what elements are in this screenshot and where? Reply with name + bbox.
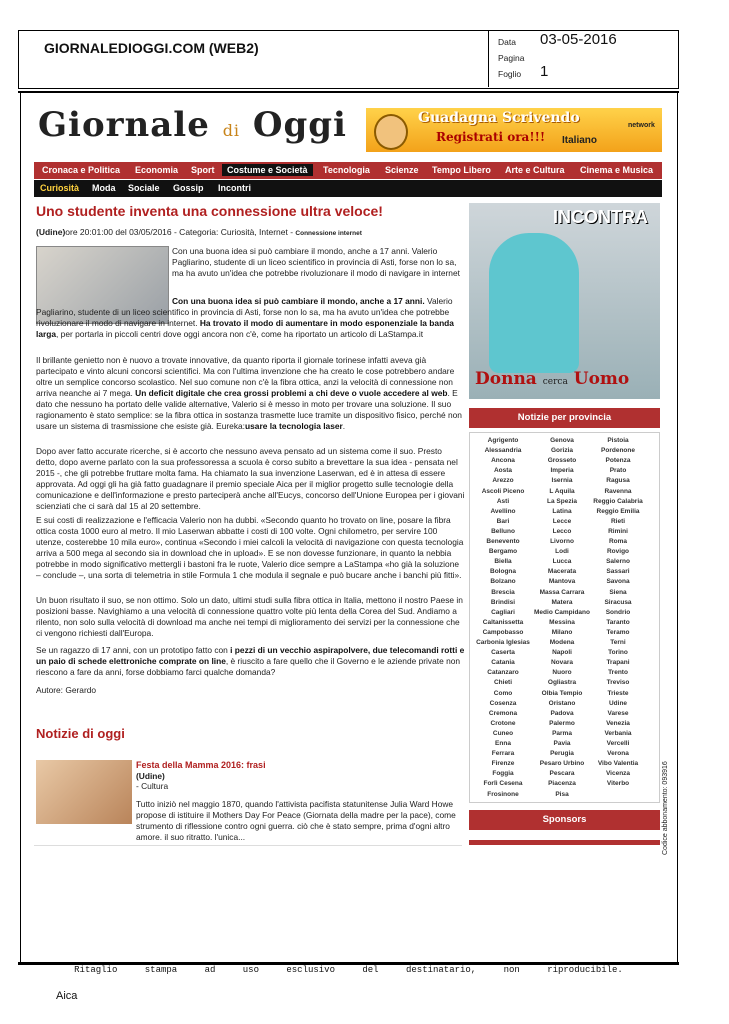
ad-brand <box>475 369 629 389</box>
province-link[interactable]: Perugia <box>550 750 574 758</box>
client-name: Aica <box>56 990 78 1002</box>
nav-item-gossip[interactable]: Gossip <box>173 183 204 193</box>
province-link[interactable]: Mantova <box>548 578 576 586</box>
province-link[interactable]: Cosenza <box>489 699 517 707</box>
nav-item-arte[interactable]: Arte e Cultura <box>505 165 565 175</box>
province-link[interactable]: Grosseto <box>547 457 577 465</box>
province-link[interactable]: Ascoli Piceno <box>481 487 525 495</box>
frame-top-rule <box>18 91 679 93</box>
p7-bold: i pezzi di un vecchio aspirapolvere, due telecomandi rotti e un paio di schede elettroniche comprate on line <box>36 645 465 666</box>
province-link[interactable]: Siena <box>609 588 627 596</box>
province-link[interactable]: Sondrio <box>605 608 631 616</box>
byline-rest: ore 20:01:00 del 03/05/2016 - Categoria: Curiosità, Internet - <box>65 227 296 237</box>
province-link[interactable]: Verona <box>607 750 629 758</box>
notizie-item-place: (Udine) <box>136 771 165 781</box>
data-value: 03-05-2016 <box>540 31 617 48</box>
province-link[interactable]: Asti <box>496 497 510 505</box>
notizie-item-cat: - Cultura <box>136 781 169 791</box>
province-link[interactable]: Brescia <box>491 588 515 596</box>
province-link[interactable]: Napoli <box>552 649 572 657</box>
province-link[interactable]: Pordenone <box>601 447 635 455</box>
nav-item-curiosita[interactable]: Curiosità <box>40 183 80 193</box>
province-link[interactable]: Ferrara <box>491 750 515 758</box>
province-link[interactable]: Pavia <box>553 740 571 747</box>
province-link[interactable]: Lecco <box>552 527 572 535</box>
frame-right-rule <box>677 91 678 965</box>
incontra-ad[interactable] <box>469 203 660 399</box>
province-link[interactable]: Pesaro Urbino <box>539 760 585 768</box>
province-link[interactable]: Forlì Cesena <box>483 780 523 788</box>
province-link[interactable]: Vercelli <box>606 740 630 747</box>
banner-line1: Guadagna Scrivendo <box>418 110 580 126</box>
notizie-heading: Notizie di oggi <box>36 726 125 741</box>
province-link[interactable]: Milano <box>551 628 573 636</box>
p2-bold: Con una buona idea si può cambiare il mondo, anche a 17 anni. <box>172 296 425 306</box>
province-link[interactable]: Oristano <box>548 699 576 707</box>
province-link[interactable]: Gorizia <box>550 447 574 455</box>
nav-item-tecnologia[interactable]: Tecnologia <box>323 165 370 175</box>
province-link[interactable]: Ancona <box>491 457 515 465</box>
province-link[interactable]: Parma <box>552 729 572 737</box>
foglio-value: 1 <box>540 63 549 80</box>
nav-item-cronaca[interactable]: Cronaca e Politica <box>42 165 121 175</box>
province-link[interactable]: Modena <box>549 639 575 646</box>
province-link[interactable]: Potenza <box>605 457 631 465</box>
province-link[interactable]: Vicenza <box>605 770 631 778</box>
province-link[interactable]: Siracusa <box>604 598 632 606</box>
ad-brand-uomo: Uomo <box>573 369 630 389</box>
province-link[interactable]: Rovigo <box>606 548 630 556</box>
province-link[interactable]: Como <box>493 689 513 697</box>
province-link[interactable]: Biella <box>494 558 512 566</box>
p2-bold2: Ha trovato il modo di aumentare in modo esponenziale la banda larga <box>36 318 454 339</box>
p2-b: , per portarla in piccoli centri dove oggi ancora non c'è, come ha riportato un articolo di LaStampa.it <box>56 329 424 339</box>
nav-item-tempo-libero[interactable]: Tempo Libero <box>432 165 491 175</box>
province-link[interactable]: Reggio Emilia <box>596 507 640 515</box>
province-link[interactable]: Aosta <box>493 467 513 475</box>
article-paragraph-2 <box>36 296 465 340</box>
data-label: Data <box>498 37 516 47</box>
province-link[interactable]: Caltanissetta <box>482 618 524 626</box>
province-link[interactable]: Macerata <box>547 568 577 576</box>
p2-a: Valerio Pagliarino, studente di un liceo scientifico in provincia di Asti, forse non lo sa, ma ha avuto un'idea che potrebbe rivoluzionare il modo di navigare in internet. <box>36 296 453 328</box>
source-title: GIORNALEDIOGGI.COM (WEB2) <box>44 40 259 56</box>
province-link[interactable]: Torino <box>608 649 628 657</box>
province-link[interactable]: Cuneo <box>492 729 514 737</box>
article-paragraph-4: Dopo aver fatto accurate ricerche, si è accorto che nessuno aveva pensato ad un sistema come il suo. Presto detto, dopo averne parlato con la sua professoressa a scuola è corso subito a brevettare la sua idea - pensata nel 2015 -, che gli potrebbe fruttare molta fama. Ha chiamato la sua invenzione Laserwan, ed è in attesa di essere approvata. Ad oggi gli ha già fatto guadagnare il premio speciale Aica per il miglior progetto sulle tecnologie della comunicazione e dell'informazione e presto parteciperà anche all'Eucys, concorso dell'Unione Europea per i giovani scienziati che ci sarà dal 15 al 20 settembre. <box>36 446 465 511</box>
province-link[interactable]: Alessandria <box>484 447 522 455</box>
province-link[interactable]: Rimini <box>608 527 628 535</box>
nav-item-costume[interactable]: Costume e Società <box>222 164 313 176</box>
province-link[interactable]: Novara <box>550 659 574 667</box>
province-link[interactable]: Lucca <box>552 558 572 566</box>
province-link[interactable]: Pistoia <box>607 437 629 444</box>
province-link[interactable]: Nuoro <box>552 669 572 677</box>
secondary-nav <box>34 180 662 197</box>
notizie-photo[interactable] <box>36 760 132 824</box>
province-link[interactable]: Frosinone <box>487 790 519 798</box>
province-link[interactable]: Enna <box>495 740 511 747</box>
article-paragraph-6: Un buon risultato il suo, se non ottimo. Solo un dato, ultimi studi sulla fibra ottica in Italia, mettono il nostro Paese in posizioni basse. Navighiamo a una velocità di connessione quattro volte più lenta della Corea del Sud. Andiamo a rilento, non solo sulla velocità di download ma anche nei tempi di miglioramento dei servizi per la connessione che ci vengono richiesti dall'Europa. <box>36 595 463 638</box>
province-link[interactable]: Avellino <box>490 507 516 515</box>
byline-place: (Udine) <box>36 227 66 237</box>
province-link[interactable]: Cagliari <box>491 608 515 616</box>
p3-c: . <box>342 421 346 431</box>
p3-bold: Un deficit digitale che crea grossi problemi a chi deve o vuole accedere al web <box>135 388 448 398</box>
province-link[interactable]: Ragusa <box>606 477 630 485</box>
province-link[interactable]: Catanzaro <box>487 669 519 677</box>
nav-item-economia[interactable]: Economia <box>135 165 179 175</box>
province-link[interactable]: Reggio Calabria <box>593 497 643 505</box>
province-link[interactable]: Prato <box>609 467 627 475</box>
province-link[interactable]: Salerno <box>606 558 630 566</box>
province-link[interactable]: Bergamo <box>488 548 518 556</box>
province-link[interactable]: Foggia <box>492 770 514 778</box>
article-author: Autore: Gerardo <box>36 685 97 695</box>
province-link[interactable]: Vibo Valentia <box>597 760 639 768</box>
province-link[interactable]: Bolzano <box>490 578 516 586</box>
banner-line2: Registrati ora!!! <box>436 130 546 144</box>
p7-b: , è riuscito a fare quello che il Governo e le aziende private non riescono a fare da anni, forse dobbiamo farci qualche domanda? <box>36 656 461 677</box>
article-title[interactable]: Uno studente inventa una connessione ultra veloce! <box>36 203 383 219</box>
province-link[interactable]: Lodi <box>555 548 569 556</box>
province-link[interactable]: Agrigento <box>487 437 519 444</box>
province-link[interactable]: Benevento <box>486 538 520 545</box>
province-link[interactable]: Trapani <box>606 659 630 667</box>
site-logo[interactable] <box>38 105 347 145</box>
province-link[interactable]: Lecce <box>552 517 572 525</box>
province-link[interactable]: Piacenza <box>548 780 576 788</box>
province-link[interactable]: Messina <box>549 618 575 626</box>
sponsors-bar <box>469 840 660 845</box>
pagina-label: Pagina <box>498 53 525 63</box>
province-link[interactable]: Varese <box>607 709 629 717</box>
banner-network: network <box>628 122 655 129</box>
province-link[interactable]: Treviso <box>606 679 630 687</box>
province-link[interactable]: Arezzo <box>492 477 514 485</box>
p3-bold2: usare la tecnologia laser <box>245 421 343 431</box>
notizie-item-text: Tutto iniziò nel maggio 1870, quando l'attivista pacifista statunitense Julia Ward Howe propose di istituire il Mothers Day For Peace (Giornata della madre per la pace), come strumento di riflessione contro ogni guerra. ciò che è stato sempre, prima d'ogni altro amore. il suo ritratto. l'unica... <box>136 799 456 842</box>
province-link[interactable]: Savona <box>606 578 630 586</box>
province-link[interactable]: Taranto <box>606 618 630 626</box>
province-link[interactable]: Catania <box>491 659 515 667</box>
guadagna-banner[interactable] <box>366 108 662 152</box>
article-lead: Con una buona idea si può cambiare il mondo, anche a 17 anni. Valerio Pagliarino, studente di un liceo scientifico in provincia di Asti, forse non lo sa, ma ha avuto un'idea che potrebbe rivoluzionare il modo di navigare in internet <box>172 246 460 278</box>
article-paragraph-5: E sui costi di realizzazione e l'efficacia Valerio non ha dubbi. «Secondo quanto ho trovato on line, posare la fibra ottica costa 1000 euro al metro. Il mio Laserwan abbatte i costi di 100 volte. Ogni chilometro, per servire 100 utenze, costerebbe 10 mila euro», continua «Secondo i miei calcoli la velocità di navigazione con questa tecnologia arriva a 500 mega al secondo sia in download che in upload». E se non dovesse funzionare, in quanto la nebbia potrebbe in modo significativo mettergli i bastoni fra le ruote, Valerio dice sempre a LaStampa «ho già la soluzione – conclude –, una sorta di telemetria in stile Formula 1 che modula il segnale e può bucare anche i banchi più fitti». <box>36 515 464 580</box>
province-link[interactable]: La Spezia <box>547 497 577 505</box>
logo-di: di <box>222 121 241 140</box>
article-paragraph-3 <box>36 355 465 432</box>
province-link[interactable]: Isernia <box>551 477 573 485</box>
byline-tag[interactable]: Connessione internet <box>295 230 362 237</box>
province-link[interactable]: Crotone <box>490 719 516 727</box>
province-link[interactable]: Chieti <box>493 679 513 687</box>
ad-title: INCONTRA <box>553 207 648 227</box>
province-link[interactable]: Brindisi <box>490 598 516 606</box>
province-link[interactable]: Bari <box>496 517 510 525</box>
banner-italiano: Italiano <box>562 135 598 146</box>
article-paragraph-7 <box>36 645 465 678</box>
notizie-divider <box>34 845 462 846</box>
province-link[interactable]: Teramo <box>606 628 630 636</box>
province-link[interactable]: Viterbo <box>606 780 630 788</box>
frame-left-rule <box>20 93 21 963</box>
foglio-label: Foglio <box>498 69 522 79</box>
province-link[interactable]: Palermo <box>549 719 575 727</box>
province-link[interactable]: Roma <box>608 538 628 545</box>
province-link[interactable]: Cremona <box>488 709 518 717</box>
province-link[interactable]: Caserta <box>491 649 515 657</box>
nav-item-sociale[interactable]: Sociale <box>128 183 160 193</box>
codice-abbonamento: Codice abbonamento: 093916 <box>662 761 669 855</box>
mascot-icon <box>374 114 408 150</box>
province-link[interactable]: Sassari <box>606 568 630 576</box>
province-link[interactable]: Genova <box>550 437 574 444</box>
province-link[interactable]: Firenze <box>491 760 515 768</box>
province-link[interactable]: Campobasso <box>482 628 524 636</box>
province-link[interactable]: Belluno <box>491 527 515 535</box>
province-link[interactable]: Medio Campidano <box>534 608 590 616</box>
header-divider <box>488 30 489 87</box>
ad-brand-cerca: cerca <box>542 377 568 387</box>
notizie-item-title[interactable]: Festa della Mamma 2016: frasi <box>136 760 266 770</box>
sponsors-heading: Sponsors <box>469 810 660 830</box>
article-byline <box>36 227 362 237</box>
p3-a: Il brillante genietto non è nuovo a trovate innovative, da quanto riporta il giornale torinese infatti aveva già partecipato e vinto alcuni concorsi scientifici. Ma con l'ultima invenzione che ha creato le cose potrebbero andare oltre un semplice concorso scolastico. Nel suo comune non c'è la fibra ottica, anzi la velocità di connessione non arriva neanche ai 7 mega. <box>36 355 455 398</box>
logo-oggi: Oggi <box>252 105 347 145</box>
province-link[interactable]: Bologna <box>490 568 516 576</box>
nav-item-sport[interactable]: Sport <box>191 165 215 175</box>
nav-item-cinema[interactable]: Cinema e Musica <box>580 165 654 175</box>
province-link[interactable]: Terni <box>610 639 626 646</box>
logo-giornale: Giornale <box>38 105 210 145</box>
p3-b: . E dato che nessuno ha portato delle valide alternative, Valerio si è messo in moto per trovare una soluzione. Il suo ragionamento è stato semplice: se la fibra ottica in sostanza trasmette luce tramite un dispositivo fisico, perché non usare un sistema di trasmissione che esiste già. Eureka: <box>36 388 462 431</box>
province-link[interactable]: Udine <box>608 699 628 707</box>
province-link[interactable]: Ravenna <box>604 487 632 495</box>
province-link[interactable]: Matera <box>551 598 573 606</box>
province-link[interactable]: Padova <box>550 709 574 717</box>
province-link[interactable]: Latina <box>552 507 572 515</box>
provincia-heading: Notizie per provincia <box>469 408 660 428</box>
province-link[interactable]: Livorno <box>550 538 574 545</box>
province-link[interactable]: Verbania <box>604 729 632 737</box>
primary-nav <box>34 162 662 179</box>
province-link[interactable]: Ogliastra <box>547 679 577 687</box>
province-link[interactable]: Trento <box>608 669 628 677</box>
province-link[interactable]: Massa Carrara <box>539 588 585 596</box>
ad-model-image <box>489 233 579 373</box>
disclaimer: Ritaglio stampa ad uso esclusivo del destinatario, non riproducibile. <box>74 965 623 975</box>
province-link[interactable]: Olbia Tempio <box>541 689 583 697</box>
nav-item-incontri[interactable]: Incontri <box>218 183 251 193</box>
province-link[interactable]: Pisa <box>555 790 569 798</box>
province-link[interactable]: Venezia <box>606 719 630 727</box>
province-link[interactable]: Pescara <box>549 770 575 778</box>
nav-item-moda[interactable]: Moda <box>92 183 116 193</box>
province-link[interactable]: Trieste <box>607 689 629 697</box>
province-link[interactable]: Rieti <box>610 517 626 525</box>
ad-brand-donna: Donna <box>475 369 537 389</box>
province-link[interactable]: L Aquila <box>549 487 575 495</box>
p7-a: Se un ragazzo di 17 anni, con un prototipo fatto con <box>36 645 231 655</box>
nav-item-scienze[interactable]: Scienze <box>385 165 419 175</box>
province-link[interactable]: Imperia <box>550 467 574 475</box>
provincia-list <box>469 432 660 803</box>
province-link[interactable]: Carbonia Iglesias <box>476 639 530 646</box>
